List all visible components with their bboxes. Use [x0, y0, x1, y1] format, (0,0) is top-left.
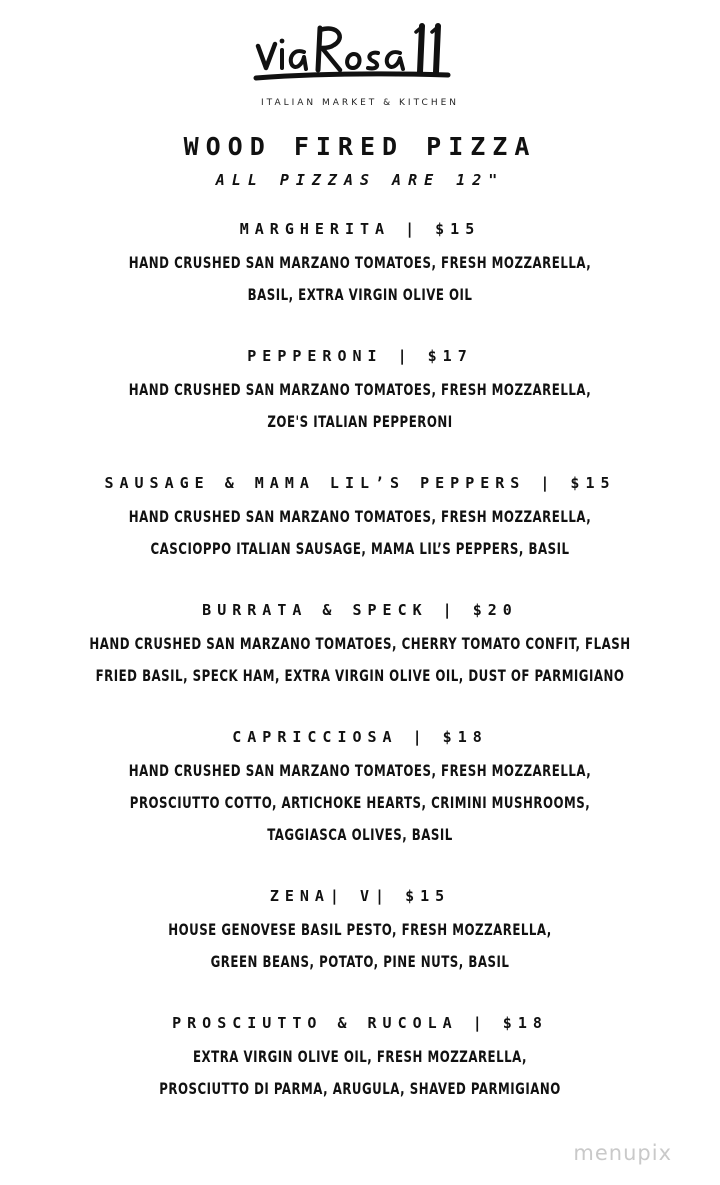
- menu-item-heading: PEPPERONI | $17: [247, 347, 473, 365]
- section-subtitle: ALL PIZZAS ARE 12": [215, 171, 505, 189]
- section-title: WOOD FIRED PIZZA: [183, 132, 537, 161]
- menu-item-description: [65, 914, 655, 978]
- description-line: HAND CRUSHED SAN MARZANO TOMATOES, FRESH MOZZARELLA,: [128, 380, 592, 399]
- menu-item-burrata-speck: [0, 600, 720, 692]
- menu-item-heading: MARGHERITA | $15: [239, 220, 481, 238]
- menu-item-pepperoni: [0, 346, 720, 438]
- description-line: FRIED BASIL, SPECK HAM, EXTRA VIRGIN OLIVE OIL, DUST OF PARMIGIANO: [95, 666, 625, 685]
- menu-item-description: [65, 247, 655, 311]
- description-line: HAND CRUSHED SAN MARZANO TOMATOES, CHERRY TOMATO CONFIT, FLASH: [89, 634, 631, 653]
- description-line: HAND CRUSHED SAN MARZANO TOMATOES, FRESH MOZZARELLA,: [128, 761, 592, 780]
- menu-item-description: [65, 501, 655, 565]
- menu-item-description: [65, 628, 655, 692]
- description-line: HOUSE GENOVESE BASIL PESTO, FRESH MOZZARELLA,: [168, 920, 552, 939]
- description-line: HAND CRUSHED SAN MARZANO TOMATOES, FRESH MOZZARELLA,: [128, 253, 592, 272]
- menu-item-heading: SAUSAGE & MAMA LIL’S PEPPERS | $15: [104, 474, 616, 492]
- description-line: PROSCIUTTO DI PARMA, ARUGULA, SHAVED PARMIGIANO: [159, 1079, 561, 1098]
- description-line: HAND CRUSHED SAN MARZANO TOMATOES, FRESH MOZZARELLA,: [128, 507, 592, 526]
- menu-item-capricciosa: [0, 727, 720, 851]
- menu-item-margherita: [0, 219, 720, 311]
- menu-item-heading: CAPRICCIOSA | $18: [232, 728, 488, 746]
- description-line: TAGGIASCA OLIVES, BASIL: [267, 825, 453, 844]
- description-line: CASCIOPPO ITALIAN SAUSAGE, MAMA LIL’S PEPPERS, BASIL: [150, 539, 570, 558]
- menu-item-description: [65, 374, 655, 438]
- menu-item-heading: ZENA| V| $15: [269, 887, 451, 905]
- watermark-text: menupix: [573, 1141, 672, 1165]
- description-line: PROSCIUTTO COTTO, ARTICHOKE HEARTS, CRIMINI MUSHROOMS,: [129, 793, 591, 812]
- menu-item-prosciutto-rucola: [0, 1013, 720, 1105]
- menu-item-heading: PROSCIUTTO & RUCOLA | $18: [172, 1014, 548, 1032]
- menu-item-description: [65, 755, 655, 851]
- menu-item-description: [65, 1041, 655, 1105]
- logo-tagline: ITALIAN MARKET & KITCHEN: [260, 98, 460, 108]
- via-rosa-11-logo-mark: [250, 12, 470, 92]
- description-line: EXTRA VIRGIN OLIVE OIL, FRESH MOZZARELLA,: [193, 1047, 527, 1066]
- menu-item-sausage: [0, 473, 720, 565]
- restaurant-logo: [0, 12, 720, 108]
- description-line: GREEN BEANS, POTATO, PINE NUTS, BASIL: [210, 952, 510, 971]
- menu-item-heading: BURRATA & SPECK | $20: [202, 601, 518, 619]
- description-line: BASIL, EXTRA VIRGIN OLIVE OIL: [247, 285, 473, 304]
- description-line: ZOE'S ITALIAN PEPPERONI: [267, 412, 453, 431]
- menu-item-zena: [0, 886, 720, 978]
